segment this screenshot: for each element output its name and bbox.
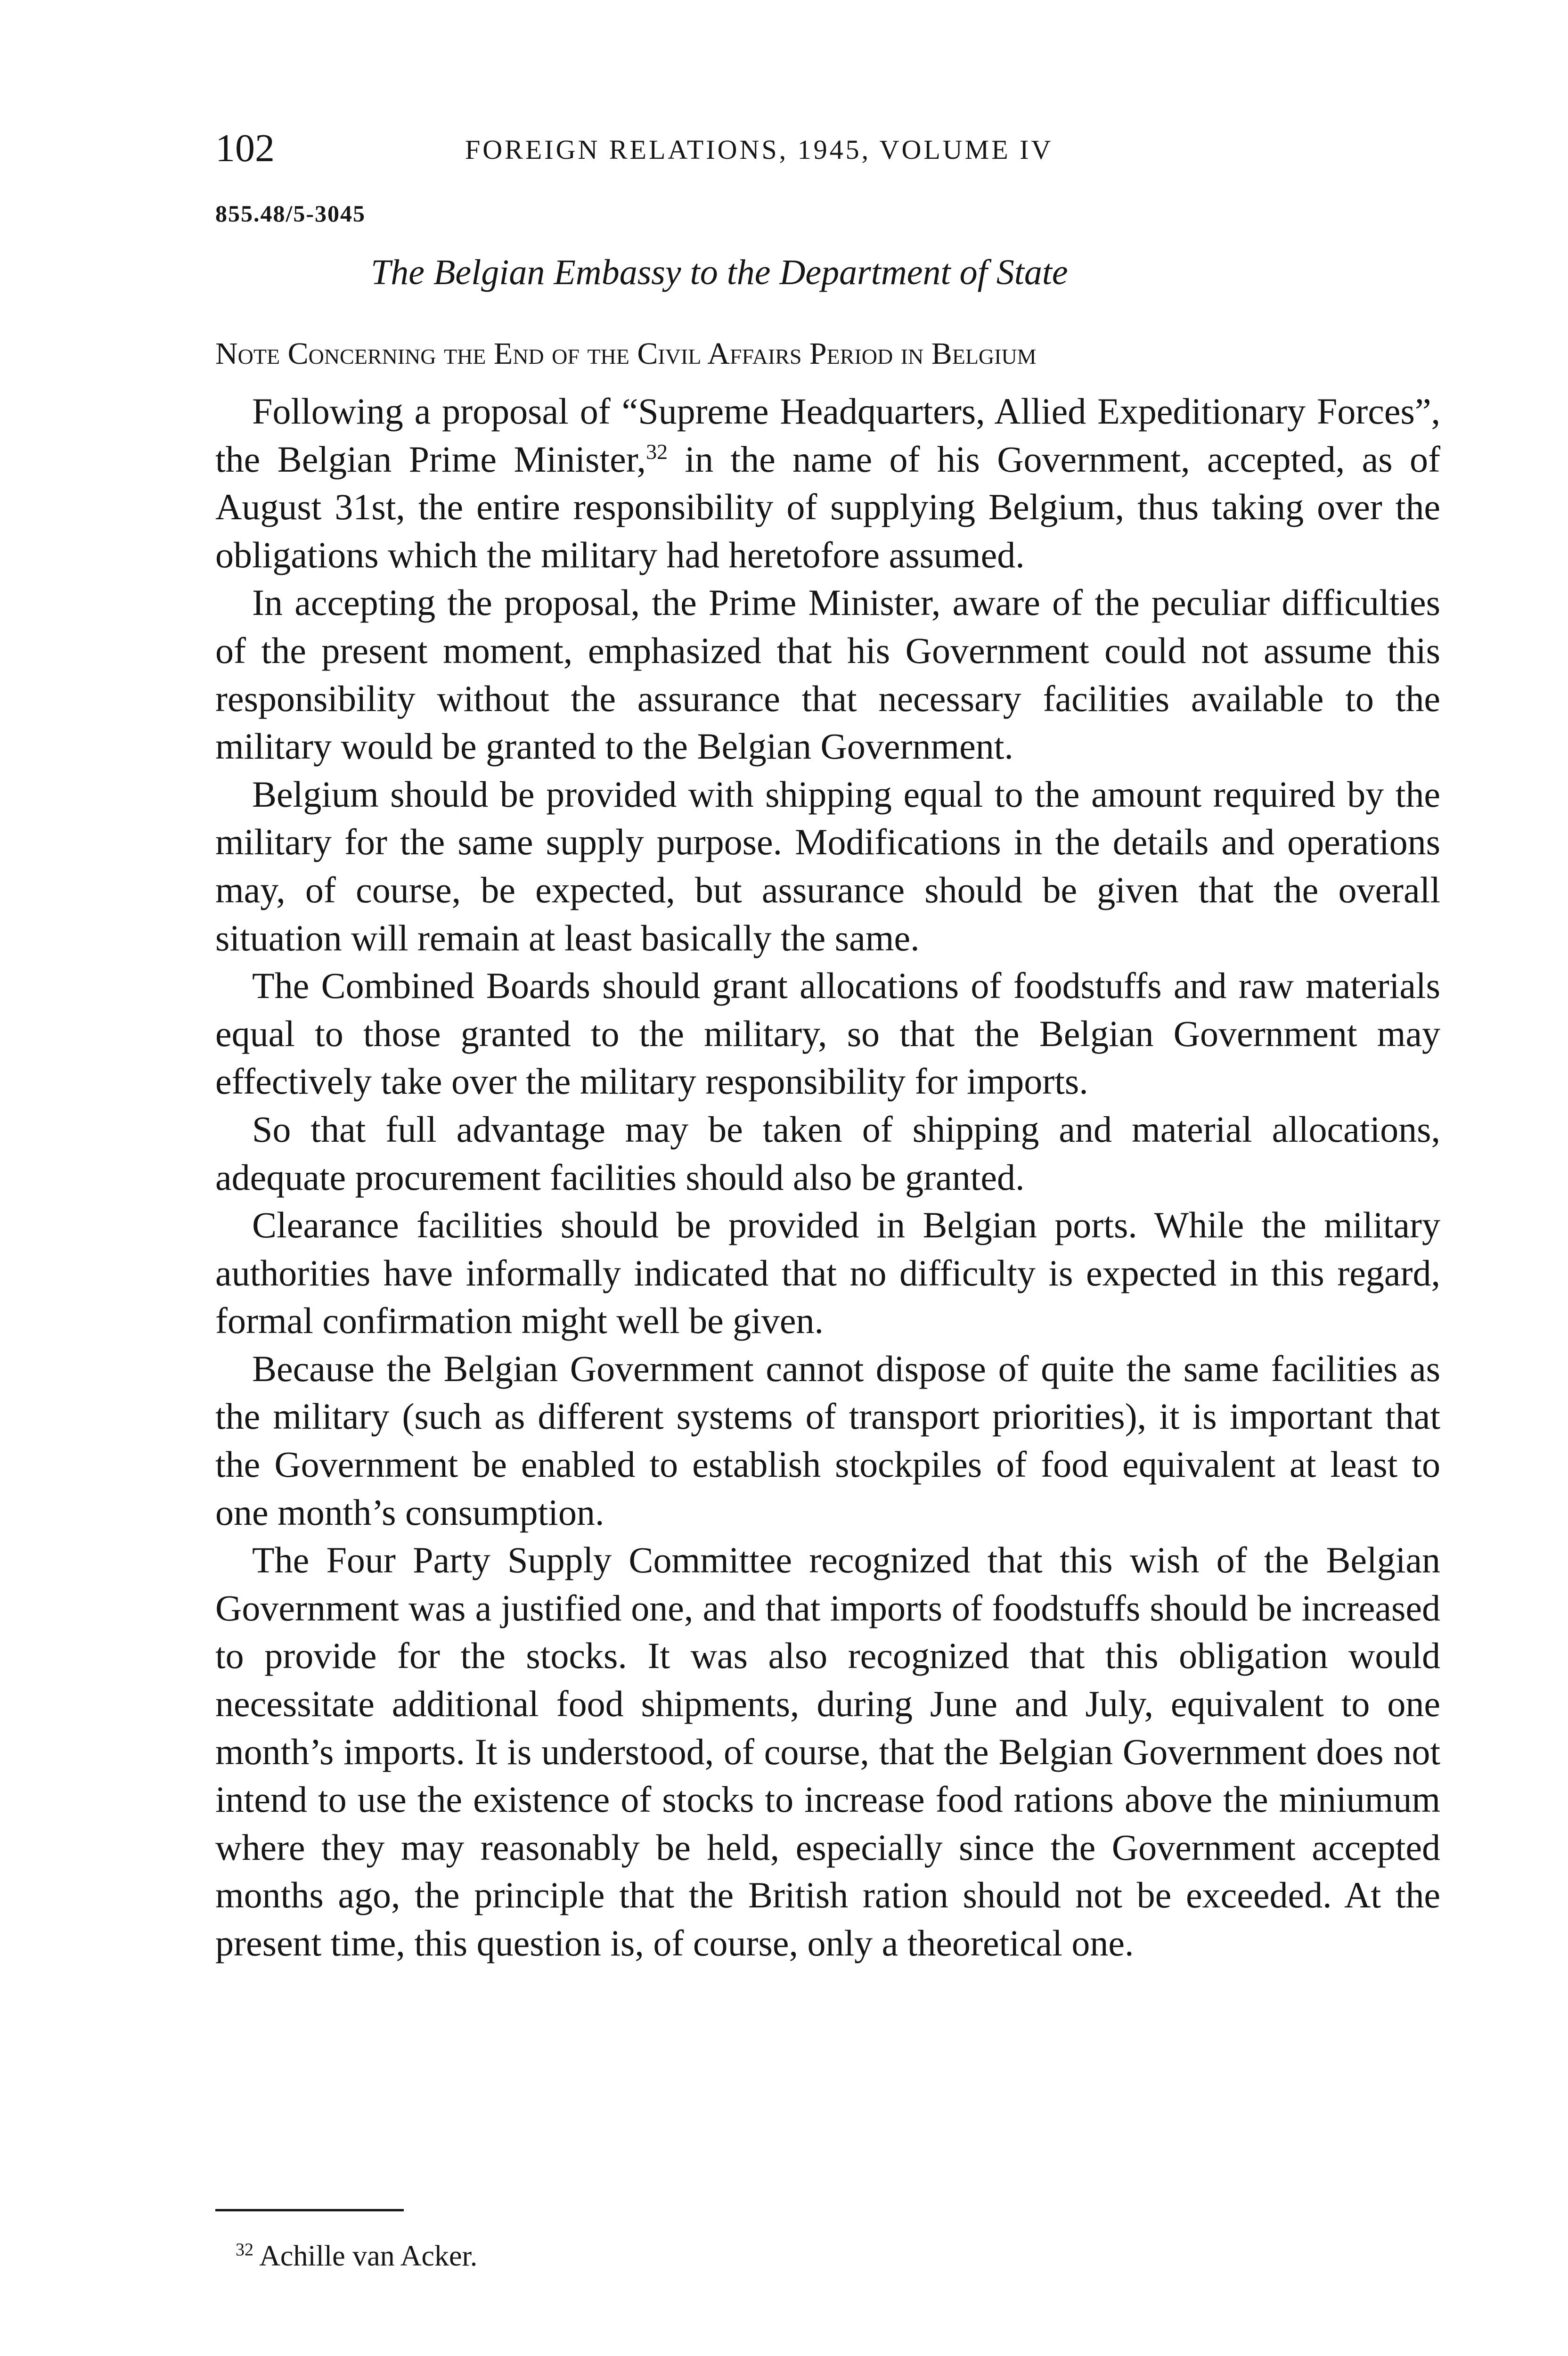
paragraph-5: So that full advantage may be taken of shipping and material allocations, adequate procurement facilities should also be granted. — [215, 1108, 1440, 1198]
body-text — [215, 387, 1440, 1967]
paragraph-7: Because the Belgian Government cannot dispose of quite the same facilities as the military (such as different systems of transport priorities), it is important that the Government be enabled to establish stockpiles of food equivalent at least to one month’s consumption. — [215, 1348, 1440, 1533]
paragraph-6: Clearance facilities should be provided in Belgian ports. While the military authorities have informally indicated that no difficulty is expected in this regard, formal confirmation might well be given. — [215, 1204, 1440, 1342]
paragraph-1-text-a: Following a proposal of “Supreme Headquarters, Allied Expeditionary Forces”, the Belgian Prime Minister, — [215, 391, 1440, 480]
document-title: The Belgian Embassy to the Department of State — [371, 253, 1068, 292]
paragraph-3: Belgium should be provided with shipping equal to the amount required by the military for the same supply purpose. Modifications in the details and operations may, of course, be expected, but assurance should be given that the overall situation will remain at least basically the same. — [215, 773, 1440, 958]
footnote-marker: 32 — [236, 2240, 253, 2260]
footnote-divider — [215, 2209, 404, 2211]
document-subject: Note Concerning the End of the Civil Affairs Period in Belgium — [215, 336, 1037, 371]
footnote — [236, 2237, 477, 2275]
file-number: 855.48/5-3045 — [215, 200, 366, 227]
paragraph-4: The Combined Boards should grant allocations of foodstuffs and raw materials equal to those granted to the military, so that the Belgian Government may effectively take over the military responsibility for imports. — [215, 965, 1440, 1102]
paragraph-8: The Four Party Supply Committee recognized that this wish of the Belgian Government was a justified one, and that imports of foodstuffs should be increased to provide for the stocks. It was also recognized that this obligation would necessitate additional food shipments, during June and July, equivalent to one month’s imports. It is understood, of course, that the Belgian Government does not intend to use the existence of stocks to increase food rations above the miniumum where they may reasonably be held, especially since the Government accepted months ago, the principle that the British ration should not be exceeded. At the present time, this question is, of course, only a theoretical one. — [215, 1539, 1440, 1963]
footnote-text: Achille van Acker. — [259, 2240, 478, 2272]
footnote-reference: 32 — [646, 439, 668, 464]
paragraph-1 — [215, 387, 1440, 579]
paragraph-2: In accepting the proposal, the Prime Minister, aware of the peculiar difficulties of the present moment, emphasized that his Government could not assume this responsibility without the assurance that necessary facilities available to the military would be granted to the Belgian Government. — [215, 582, 1440, 767]
page-header — [215, 123, 1440, 174]
paragraph-1-text-b: in the name of his Government, accepted, as of August 31st, the entire responsibility of supplying Belgium, thus taking over the obligations which the military had heretofore assumed. — [215, 438, 1440, 575]
running-head: FOREIGN RELATIONS, 1945, VOLUME IV — [465, 134, 1054, 165]
page-number: 102 — [215, 126, 275, 170]
